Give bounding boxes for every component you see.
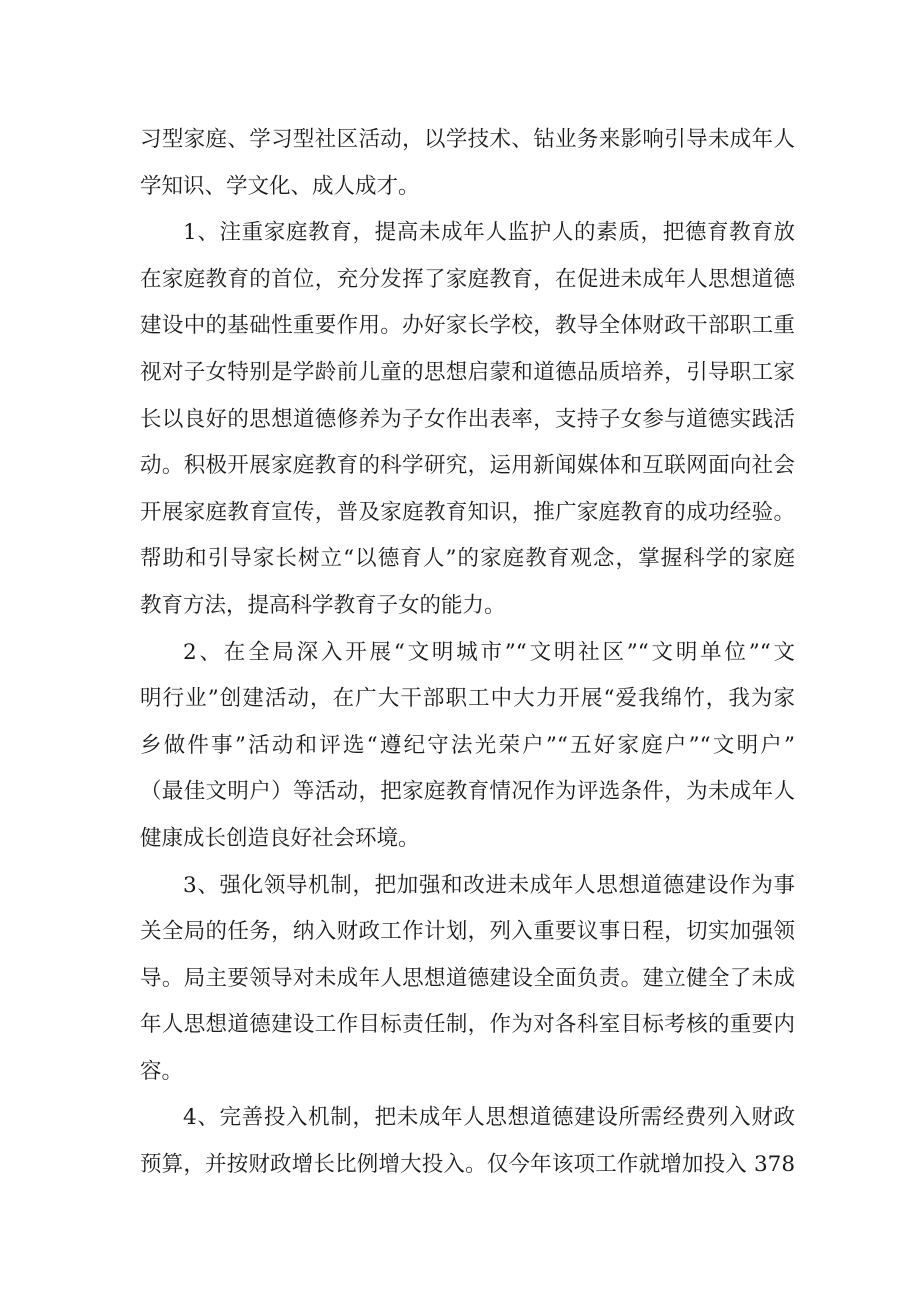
text-line: 开展家庭教育宣传，普及家庭教育知识，推广家庭教育的成功经验。 xyxy=(140,499,795,525)
text-line: 年人思想道德建设工作目标责任制，作为对各科室目标考核的重要内 xyxy=(140,1012,795,1038)
text-line: 动。积极开展家庭教育的科学研究，运用新闻媒体和互联网面向社会 xyxy=(140,453,795,479)
paragraph-leadership-mechanism xyxy=(140,863,795,1096)
text-line: 学知识、学文化、成人成才。 xyxy=(140,173,420,199)
text-line: 教育方法，提高科学教育子女的能力。 xyxy=(140,592,506,618)
text-line: 1、注重家庭教育，提高未成年人监护人的素质，把德育教育放 xyxy=(183,220,795,246)
paragraph-family-education xyxy=(140,210,795,629)
text-line: 帮助和引导家长树立“以德育人”的家庭教育观念，掌握科学的家庭 xyxy=(140,546,795,572)
paragraph-continuation xyxy=(140,117,795,210)
paragraph-investment-mechanism xyxy=(140,1095,795,1188)
text-line: 预算，并按财政增长比例增大投入。仅今年该项工作就增加投入 378 xyxy=(140,1152,795,1178)
text-line: 4、完善投入机制，把未成年人思想道德建设所需经费列入财政 xyxy=(183,1105,795,1131)
text-line: 乡做件事”活动和评选“遵纪守法光荣户”“五好家庭户”“文明户” xyxy=(140,732,795,758)
text-line: 明行业”创建活动，在广大干部职工中大力开展“爱我绵竹，我为家 xyxy=(140,686,795,712)
text-line: 视对子女特别是学龄前儿童的思想启蒙和道德品质培养，引导职工家 xyxy=(140,359,795,385)
text-line: 健康成长创造良好社会环境。 xyxy=(140,825,420,851)
text-line: 2、在全局深入开展“文明城市”“文明社区”“文明单位”“文 xyxy=(183,639,795,665)
text-line: 在家庭教育的首位，充分发挥了家庭教育，在促进未成年人思想道德 xyxy=(140,266,795,292)
text-line: （最佳文明户）等活动，把家庭教育情况作为评选条件，为未成年人 xyxy=(140,779,795,805)
text-line: 习型家庭、学习型社区活动，以学技术、钻业务来影响引导未成年人 xyxy=(140,127,795,152)
paragraph-civilization-campaign xyxy=(140,630,795,863)
text-line: 容。 xyxy=(140,1058,184,1084)
document-body xyxy=(140,117,795,1189)
text-line: 建设中的基础性重要作用。办好家长学校，教导全体财政干部职工重 xyxy=(140,313,795,339)
text-line: 导。局主要领导对未成年人思想道德建设全面负责。建立健全了未成 xyxy=(140,965,795,991)
text-line: 关全局的任务，纳入财政工作计划，列入重要议事日程，切实加强领 xyxy=(140,919,795,945)
text-line: 3、强化领导机制，把加强和改进未成年人思想道德建设作为事 xyxy=(183,872,795,898)
text-line: 长以良好的思想道德修养为子女作出表率，支持子女参与道德实践活 xyxy=(140,406,795,432)
